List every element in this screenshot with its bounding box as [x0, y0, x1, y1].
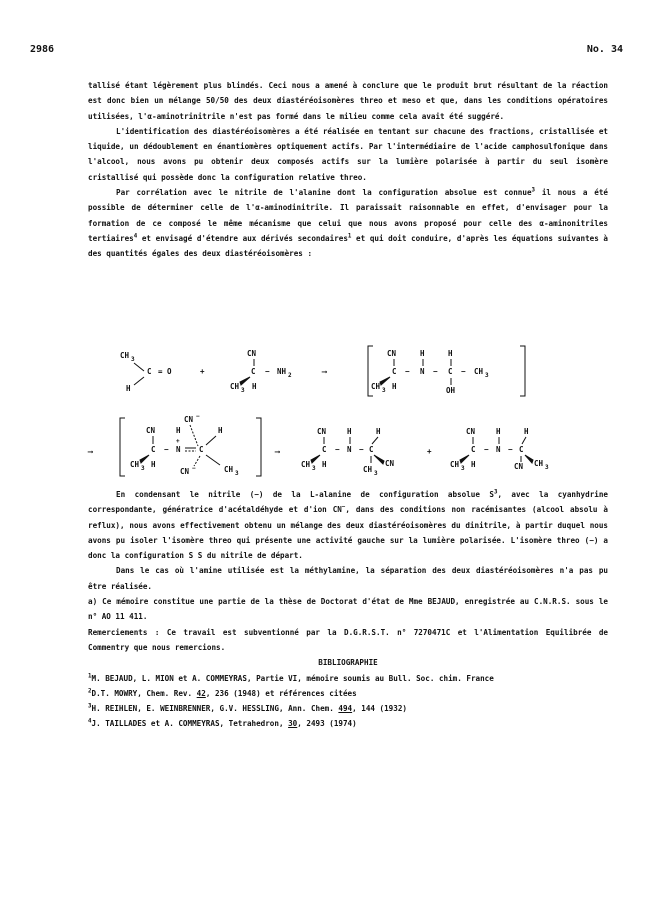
svg-text:C: C [369, 445, 374, 454]
svg-text:C: C [448, 367, 453, 376]
svg-text:C: C [251, 367, 256, 376]
bibliography-ref-2: $^2$D.T. MOWRY, Chem. Rev. 42, 236 (1948) et références citées [88, 688, 357, 698]
svg-text:3: 3 [374, 470, 378, 477]
svg-text:= O: = O [158, 367, 172, 376]
svg-text:−: − [196, 413, 200, 420]
paragraph-4 [88, 487, 608, 563]
svg-text:CN: CN [180, 467, 190, 476]
svg-text:CN: CN [466, 427, 476, 436]
svg-text:H: H [252, 382, 257, 391]
svg-text:H: H [376, 427, 381, 436]
svg-text:−: − [433, 367, 438, 376]
paragraph-4-part-3: , dans des conditions non racémisantes (alcool absolu à reflux), nous avons effectivement obtenu un mélange des deux diastéréoisomères du dinitrile, à partir duquel nous avons pu isoler l'isomère threo qui présente une activité gauche sur la lumière polarisée. L'isomère threo (−) a donc la configuration S S du nitrile de départ. [88, 505, 608, 561]
svg-text:N: N [496, 445, 501, 454]
svg-text:N: N [347, 445, 352, 454]
paragraph-5: Dans le cas où l'amine utilisée est la méthylamine, la séparation des deux diastéréoisomères n'a pas pu être réalisée. [88, 566, 608, 591]
paragraph-3-part-2: il nous a été possible de déterminer celle de l'α-aminodinitrile. Il paraissait raisonnable en effet, d'envisager pour la formation de ce composé le même mécanisme que celui que nous avons proposé pour celle des α-aminonitriles tertiaires [88, 188, 608, 243]
page-number: 2986 [30, 44, 55, 55]
dinitrile-isomer-2 [450, 427, 549, 472]
svg-text:CN: CN [184, 415, 194, 424]
svg-text:3: 3 [312, 465, 316, 472]
svg-text:H: H [322, 460, 327, 469]
svg-text:H: H [392, 382, 397, 391]
svg-text:H: H [448, 349, 453, 358]
svg-text:CN: CN [247, 349, 257, 358]
svg-text:−: − [359, 445, 364, 454]
svg-text:3: 3 [235, 470, 239, 477]
svg-text:CH: CH [474, 367, 484, 376]
svg-text:CN: CN [514, 462, 524, 471]
svg-text:3: 3 [131, 356, 135, 363]
svg-text:3: 3 [141, 465, 145, 472]
svg-text:C: C [392, 367, 397, 376]
ref-superscript: 3 [493, 489, 498, 496]
svg-text:2: 2 [288, 372, 292, 379]
svg-text:CH: CH [534, 459, 544, 468]
paragraph-1: tallisé étant légèrement plus blindés. Ceci nous a amené à conclure que le produit brut résultant de la réaction est donc bien un mélange 50/50 des deux diastéréoisomères threo et meso et que, dans les conditions opératoires utilisées, l'α-aminotrinitrile n'est pas formé dans le milieu comme cela avait été suggéré. [88, 81, 608, 121]
plus-sign: + [200, 367, 205, 376]
svg-text:C: C [471, 445, 476, 454]
charge-superscript: − [341, 504, 346, 511]
svg-text:CN: CN [387, 349, 397, 358]
ref-superscript: 1 [347, 233, 352, 240]
svg-text:CH: CH [224, 465, 234, 474]
ref-superscript: 4 [133, 233, 138, 240]
svg-text:H: H [176, 426, 181, 435]
svg-text:H: H [126, 384, 131, 393]
journal-issue-number: No. 34 [586, 44, 623, 55]
svg-text:−: − [461, 367, 466, 376]
dinitrile-isomer-1 [301, 427, 395, 477]
svg-text:−: − [335, 445, 340, 454]
svg-text:CH: CH [230, 382, 240, 391]
svg-text:CH: CH [371, 382, 381, 391]
acknowledgements: Remerciements : Ce travail est subventionné par la D.G.R.S.T. n° 7270471C et l'Alimentation Equilibrée de Commentry que nous remercions. [88, 627, 608, 652]
svg-text:OH: OH [446, 386, 456, 395]
bibliography-ref-1: $^1$M. BEJAUD, L. MION et A. COMMEYRAS, Partie VI, mémoire soumis au Bull. Soc. chim. France [88, 673, 494, 683]
svg-text:H: H [347, 427, 352, 436]
paragraph-4-part-2: , avec la cyanhydrine correspondante, génératrice d'acétaldéhyde et d'ion CN [88, 490, 608, 515]
paragraph-2: L'identification des diastéréoisomères a été réalisée en tentant sur chacune des fractions, cristallisée et liquide, un dédoublement en énantiomères optiquement actifs. Par l'intermédiaire de l'acide camphosulfonique dans l'alcool, nous avons pu obtenir deux composés actifs sur la lumière polarisée à partir du seul isomère cristallisé qui possède donc la configuration relative threo. [88, 126, 608, 182]
svg-text:CH: CH [450, 460, 460, 469]
svg-text:H: H [471, 460, 476, 469]
carbinolamine-intermediate [371, 349, 489, 395]
svg-text:CH: CH [363, 465, 373, 474]
svg-text:CH: CH [301, 460, 311, 469]
svg-text:H: H [524, 427, 529, 436]
svg-text:−: − [164, 445, 169, 454]
svg-text:−: − [265, 367, 270, 376]
acetaldehyde-structure [120, 351, 172, 393]
svg-text:3: 3 [545, 464, 549, 471]
svg-text:CH: CH [130, 460, 140, 469]
paragraph-3-part-4: et qui doit conduire, d'après les équations suivantes à des quantités égales des deux diastéréoisomères : [88, 233, 608, 259]
svg-text:CN: CN [385, 459, 395, 468]
svg-text:H: H [420, 349, 425, 358]
paragraph-3-part-1: Par corrélation avec le nitrile de l'alanine dont la configuration absolue est connue [116, 188, 532, 198]
svg-text:H: H [496, 427, 501, 436]
reaction-arrow: ⟶ [88, 447, 93, 456]
svg-text:C: C [147, 367, 152, 376]
bibliography-ref-3: $^3$H. REIHLEN, E. WEINBRENNER, G.V. HESSLING, Ann. Chem. 494, 144 (1932) [88, 703, 407, 714]
svg-text:−: − [405, 367, 410, 376]
svg-text:3: 3 [461, 465, 465, 472]
svg-text:−: − [192, 465, 196, 472]
svg-text:CN: CN [317, 427, 327, 436]
paragraph-3-part-3: et envisagé d'étendre aux dérivés secondaires [137, 233, 348, 243]
svg-text:3: 3 [485, 372, 489, 379]
svg-text:CH: CH [120, 351, 130, 360]
iminium-transition-state [130, 413, 239, 477]
svg-text:CN: CN [146, 426, 156, 435]
alanine-nitrile-structure [230, 349, 292, 394]
svg-text:H: H [218, 426, 223, 435]
paragraph-4-part-1: En condensant le nitrile (−) de la L-alanine de configuration absolue S [116, 490, 494, 499]
reaction-arrow: ⟶ [275, 447, 280, 456]
svg-text:C: C [322, 445, 327, 454]
svg-text:C: C [151, 445, 156, 454]
svg-text:N: N [420, 367, 425, 376]
plus-sign: + [427, 447, 432, 456]
svg-text:C: C [199, 445, 204, 454]
svg-text:−: − [484, 445, 489, 454]
bibliography-ref-4: $^4$J. TAILLADES et A. COMMEYRAS, Tetrahedron, 30, 2493 (1974) [88, 718, 357, 729]
bibliography-title: BIBLIOGRAPHIE [318, 658, 378, 668]
svg-text:3: 3 [382, 387, 386, 394]
svg-text:3: 3 [241, 387, 245, 394]
svg-text:−: − [508, 445, 513, 454]
svg-text:H: H [151, 460, 156, 469]
svg-text:NH: NH [277, 367, 287, 376]
ref-superscript: 3 [531, 187, 536, 194]
text-block-bottom [88, 487, 608, 732]
reaction-arrow: ⟶ [322, 367, 327, 376]
svg-text:+: + [176, 438, 180, 445]
footnote-a: a) Ce mémoire constitue une partie de la thèse de Doctorat d'état de Mme BEJAUD, enregistrée au C.N.R.S. sous le n° AO 11 411. [88, 597, 608, 622]
svg-text:N: N [176, 445, 181, 454]
svg-text:C: C [519, 445, 524, 454]
